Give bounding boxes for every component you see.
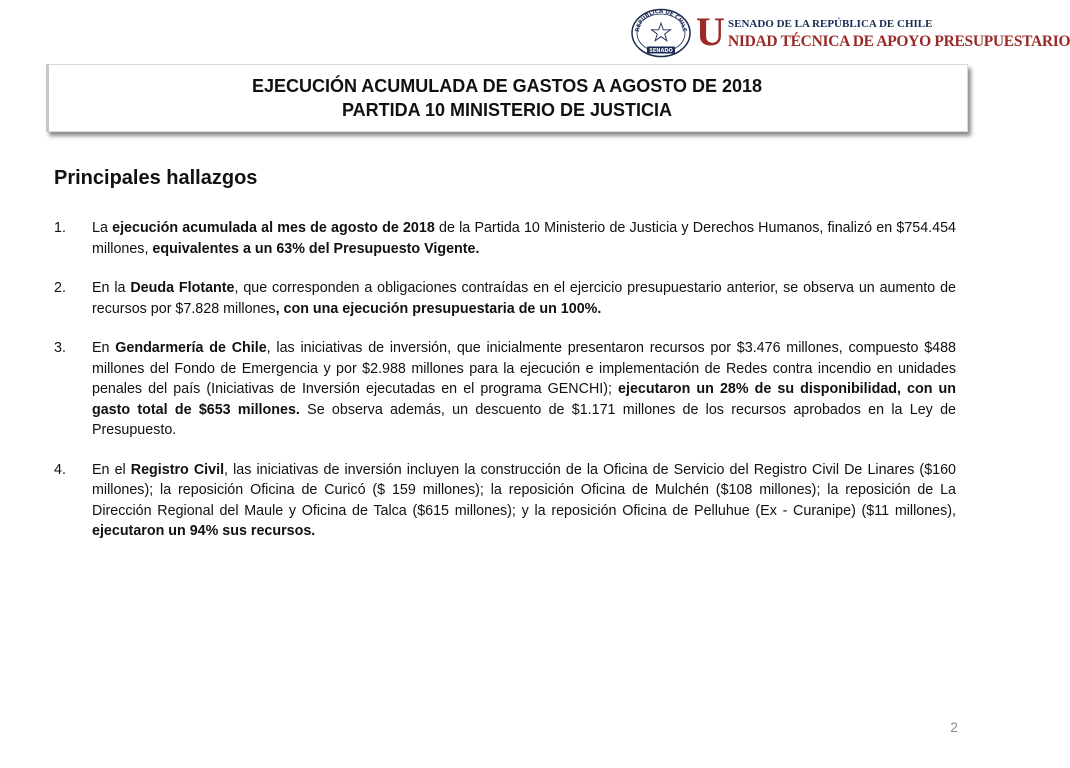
- section-heading: Principales hallazgos: [54, 167, 258, 189]
- finding-number: 3.: [54, 340, 66, 356]
- finding-number: 1.: [54, 220, 66, 236]
- title-line-1: EJECUCIÓN ACUMULADA DE GASTOS A AGOSTO DE 2018: [251, 76, 763, 96]
- finding-number: 4.: [54, 461, 66, 478]
- finding-item: [54, 278, 956, 319]
- finding-item: [54, 460, 956, 542]
- seal-top-text: REPÚBLICA DE CHILE: [634, 8, 688, 33]
- page-title: [47, 74, 967, 122]
- finding-text: En la Deuda Flotante, que corresponden a obligaciones contraídas en el ejercicio presupuestario anterior, se observa un aumento de recursos por $7.828 millones, con una ejecución presupuestaria de un 100%.: [92, 280, 956, 317]
- senate-logo: [628, 8, 1070, 60]
- seal-bottom-text: SENADO: [649, 48, 673, 54]
- page-number: 2: [950, 719, 958, 735]
- logo-initial: U: [696, 9, 725, 54]
- logo-unit-name: NIDAD TÉCNICA DE APOYO PRESUPUESTARIO: [728, 33, 1070, 50]
- senate-seal-icon: [630, 8, 692, 58]
- logo-senate-name: SENADO DE LA REPÚBLICA DE CHILE: [728, 18, 933, 30]
- title-line-2: PARTIDA 10 MINISTERIO DE JUSTICIA: [341, 100, 673, 120]
- finding-number: 2.: [54, 280, 66, 296]
- title-box: [46, 64, 968, 132]
- finding-text: En Gendarmería de Chile, las iniciativas de inversión, que inicialmente presentaron recursos por $3.476 millones, compuesto $488 millones del Fondo de Emergencia y por $2.988 millones para la ejecución e implementación de Redes contra incendio en unidades penales del país (Iniciativas de Inversión ejecutadas en el programa GENCHI); ejecutaron un 28% de su disponibilidad, con un gasto total de $653 millones. Se observa además, un descuento de $1.171 millones de los recursos aprobados en la Ley de Presupuesto.: [92, 340, 956, 438]
- finding-item: [54, 218, 956, 259]
- finding-text: En el Registro Civil, las iniciativas de inversión incluyen la construcción de la Oficina de Servicio del Registro Civil De Linares ($160 millones); la reposición Oficina de Curicó ($ 159 millones); la reposición Oficina de Mulchén ($108 millones); la reposición de La Dirección Regional del Maule y Oficina de Talca ($615 millones); y la reposición Oficina de Pelluhue (Ex - Curanipe) ($11 millones), ejecutaron un 94% sus recursos.: [92, 461, 956, 539]
- findings-list: [54, 218, 956, 561]
- finding-item: [54, 338, 956, 441]
- title-accent-bar: [46, 64, 49, 132]
- finding-text: La ejecución acumulada al mes de agosto de 2018 de la Partida 10 Ministerio de Justicia y Derechos Humanos, finalizó en $754.454 millones, equivalentes a un 63% del Presupuesto Vigente.: [92, 220, 957, 257]
